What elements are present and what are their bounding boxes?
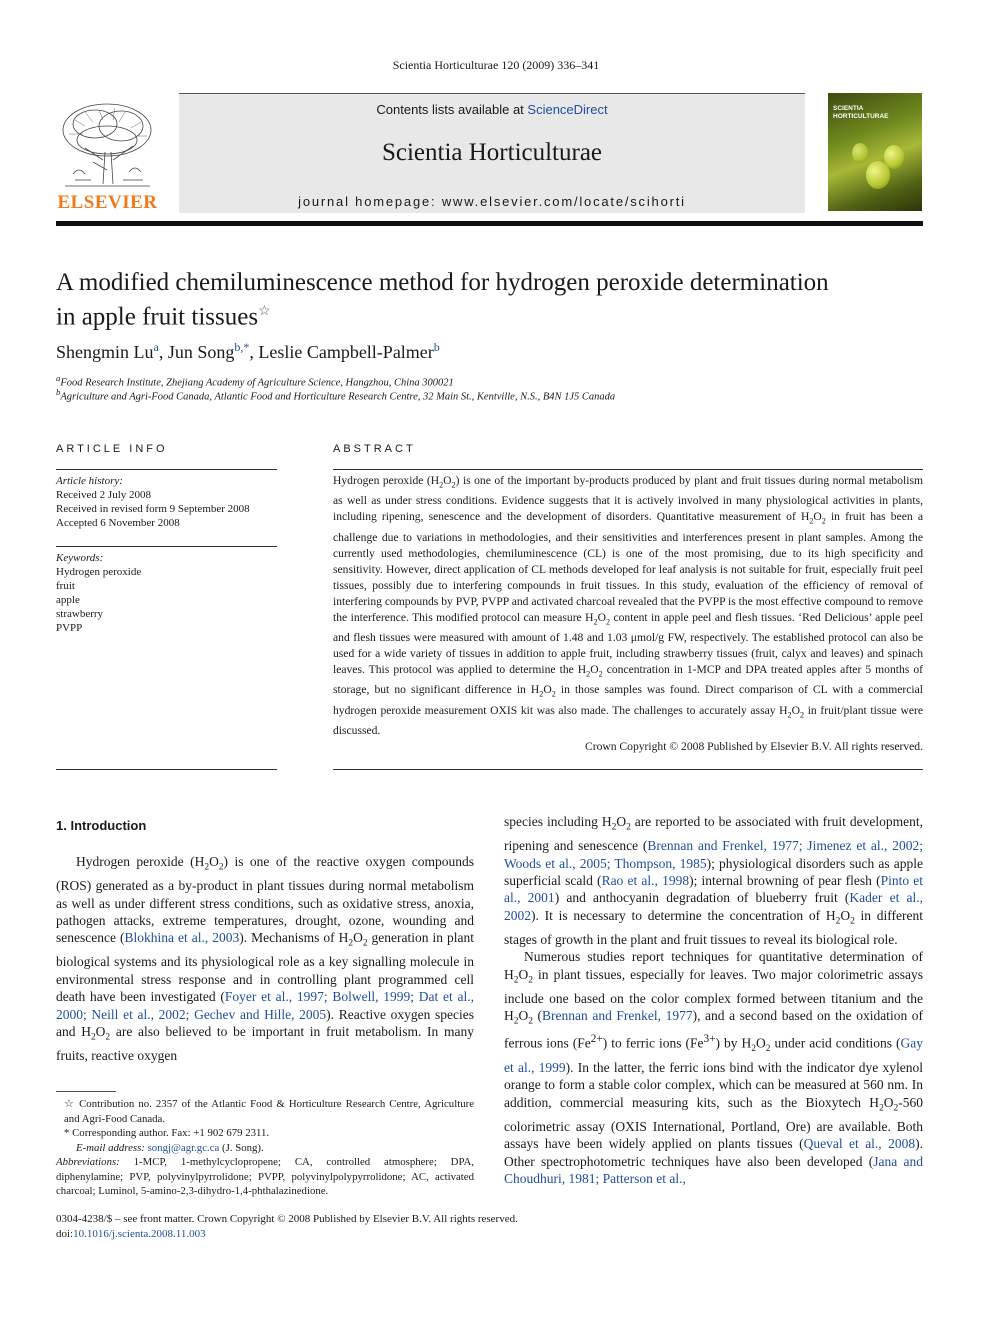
footnote-abbreviations <box>56 1155 474 1199</box>
journal-citation: Scientia Horticulturae 120 (2009) 336–341 <box>392 58 600 72</box>
divider <box>333 769 923 770</box>
author-name: Shengmin Lu <box>56 342 154 362</box>
contents-line <box>179 102 805 117</box>
tree-icon <box>55 100 160 192</box>
author-affil-mark[interactable]: b,* <box>234 340 250 354</box>
article-info-heading: ARTICLE INFO <box>56 443 168 455</box>
citation-link[interactable]: Rao et al., 1998 <box>601 872 690 888</box>
history-item: Accepted 6 November 2008 <box>56 517 180 529</box>
title-footnote-mark[interactable]: ☆ <box>258 304 271 319</box>
issn-line: 0304-4238/$ – see front matter. Crown Copyright © 2008 Published by Elsevier B.V. All rights reserved. <box>56 1213 518 1225</box>
footnote-rule <box>56 1091 116 1092</box>
cover-fruit <box>884 145 904 169</box>
section-heading: 1. Introduction <box>56 818 147 833</box>
footnote-star: ☆ Contribution no. 2357 of the Atlantic Food & Horticulture Research Centre, Agriculture and Agri-Food Canada. <box>64 1098 474 1125</box>
abstract-copyright: Crown Copyright © 2008 Published by Elsevier B.V. All rights reserved. <box>584 739 923 753</box>
email-suffix: (J. Song). <box>222 1141 264 1154</box>
divider <box>333 469 923 470</box>
cover-fruit <box>852 143 868 163</box>
sciencedirect-link[interactable]: ScienceDirect <box>527 102 608 117</box>
cover-title <box>833 105 889 121</box>
article-history <box>56 474 250 530</box>
citation-link[interactable]: Pinto et al., 2001 <box>504 872 923 906</box>
doi-line <box>56 1227 518 1242</box>
cover-title-line1: SCIENTIA <box>833 105 864 112</box>
footnote-text: Contribution no. 2357 of the Atlantic Food & Horticulture Research Centre, Agriculture and Agri-Food Canada. <box>64 1098 474 1125</box>
abstract-heading: ABSTRACT <box>333 443 416 455</box>
article-title <box>56 268 936 331</box>
history-item: Received in revised form 9 September 2008 <box>56 503 250 515</box>
paragraph: Numerous studies report techniques for quantitative determination of $H_2O_2$ in plant tissues, especially for leaves. Two major colorimetric assays include one based on the color complex formed between titanium and the $H_2O_2$ (Brennan and Frenkel, 1977), and a second based on the oxidation of ferrous ions $(Fe^{2+})$ to ferric ions $(Fe^{3+})$ by $H_2O_2$ under acid conditions (Gay et al., 1999). In the latter, the ferric ions bind with the indicator dye xylenol orange to form a stable color complex, which can be measured at 560 nm. In addition, commercial measuring kits, such as the Bioxytech $H_2O_2-560$ colorimetric assay (OXIS International, Portland, Ore) are available. Both assays have been widely applied on plants tissues (Queval et al., 2008). Other spectrophotometric techniques have also been developed (Jana and Choudhuri, 1981; Patterson et al., <box>504 949 924 1186</box>
author-affil-mark[interactable]: b <box>433 340 440 354</box>
footnotes <box>56 1097 474 1199</box>
history-item: Received 2 July 2008 <box>56 489 152 501</box>
elsevier-logo <box>55 100 160 215</box>
body-column-right <box>504 813 923 1187</box>
paragraph: Hydrogen peroxide $(H_2O_2)$ is one of the reactive oxygen compounds (ROS) generated as a by-product in plant tissues during normal metabolism as well as under different stress conditions, such as oxidative stress, anoxia, pathogen attacks, extreme temperatures, drought, ozone, wounding and senescence (Blokhina et al., 2003). Mechanisms of $H_2O_2$ generation in plant biological systems and its physiological role as a key signalling molecule in environmental stress response and in controlling plant programmed cell death have been investigated (Foyer et al., 1997; Bolwell, 1999; Dat et al., 2000; Neill et al., 2002; Gechev and Hille, 2005). Reactive oxygen species and $H_2O_2$ are also believed to be important in fruit metabolism. In many fruits, reactive oxygen <box>56 854 475 1064</box>
keyword: strawberry <box>56 608 104 620</box>
header-rule <box>56 221 923 226</box>
contents-prefix: Contents lists available at <box>376 102 528 117</box>
keyword: fruit <box>56 580 75 592</box>
author-name: Leslie Campbell-Palmer <box>258 342 434 362</box>
body-column-left <box>56 853 474 1065</box>
divider <box>56 769 277 770</box>
keyword: PVPP <box>56 622 83 634</box>
keywords <box>56 551 141 635</box>
front-matter-note <box>56 1212 518 1242</box>
citation-link[interactable]: Brennan and Frenkel, 1977; Jimenez et al., 2002; Woods et al., 2005; Thompson, 1985 <box>504 838 924 871</box>
cover-title-line2: HORTICULTURAE <box>833 113 889 120</box>
abstract-body: Hydrogen peroxide $(H_2O_2)$ is one of the important by-products produced by plant and fruit tissues during normal metabolism as well as under stress conditions. Evidence suggests that it is actively involved in many physiological activities in plants, including ripening, senescence and the development of disorders. Quantitative measurement of $H_2O_2$ in fruit has been a challenge due to variations in methodologies, and their sensitivities and interferences present in plant samples. Among the currently used methodologies, chemiluminescence (CL) is one of the most promising, due to its high specificity and sensitivity. However, direct application of CL methods developed for leaf analysis is not suitable for fruit, especially fruit peel tissues, possibly due to interfering compounds in fruit tissues. In this study, evaluation of the efficiency of removal of interfering compounds by PVP, PVPP and activated charcoal revealed that the PVPP is the most effective compound to remove the interference. This modified protocol can measure $H_2O_2$ content in apple peel and flesh tissues. ‘Red Delicious’ apple peel and flesh tissues were measured with amount of 1.48 and 1.03 μmol/g FW, respectively. The established protocol can also be used for a wide variety of tissues in addition to apple fruit, including strawberry tissues (fruit, calyx and leaves) and spinach leaves. This protocol was applied to determine the $H_2O_2$ concentration in 1-MCP and DPA treated apples after 5 months of storage, but no significant difference in $H_2O_2$ in those samples was found. Direct comparison of CL with a commercial hydrogen peroxide measurement OXIS kit was also made. The challenges to accurately assay $H_2O_2$ in fruit/plant tissue were discussed. Crown Copyright © 2008 Published by Elsevier B.V. All rights reserved. <box>333 474 923 753</box>
title-line1: A modified chemiluminescence method for hydrogen peroxide determination <box>56 269 829 296</box>
footnote-corresponding: * Corresponding author. Fax: +1 902 679 2311. <box>64 1127 270 1139</box>
keyword: apple <box>56 594 80 606</box>
journal-homepage[interactable]: journal homepage: www.elsevier.com/locate/scihorti <box>298 194 686 209</box>
affiliation-mark: a <box>56 373 61 383</box>
email-label: E-mail address: <box>76 1141 145 1154</box>
journal-cover-image <box>828 93 922 211</box>
citation-link[interactable]: Jana and Choudhuri, 1981; Patterson et al., <box>504 1153 923 1186</box>
affiliation-mark: b <box>56 387 61 397</box>
journal-name: Scientia Horticulturae <box>381 139 603 166</box>
history-label: Article history: <box>56 475 123 487</box>
doi-label: doi: <box>56 1228 74 1240</box>
citation-link[interactable]: Foyer et al., 1997; Bolwell, 1999; Dat et al., 2000; Neill et al., 2002; Gechev and Hille, 2005 <box>56 989 474 1022</box>
journal-banner <box>179 93 805 213</box>
citation-link[interactable]: Brennan and Frenkel, 1977 <box>542 1008 693 1024</box>
author-name: Jun Song <box>167 342 235 362</box>
affiliation-text: Food Research Institute, Zhejiang Academy of Agriculture Science, Hangzhou, China 300021 <box>60 377 454 389</box>
keywords-label: Keywords: <box>56 552 104 564</box>
divider <box>56 546 277 547</box>
citation-link[interactable]: Blokhina et al., 2003 <box>124 930 240 946</box>
doi-link[interactable]: 10.1016/j.scienta.2008.11.003 <box>73 1228 206 1240</box>
divider <box>56 469 277 470</box>
paragraph: species including $H_2O_2$ are reported to be associated with fruit development, ripening and senescence (Brennan and Frenkel, 1977; Jimenez et al., 2002; Woods et al., 2005; Thompson, 1985); physiological disorders such as apple superficial scald (Rao et al., 1998); internal browning of pear flesh (Pinto et al., 2001) and anthocyanin degradation of blueberry fruit (Kader et al., 2002). It is necessary to determine the concentration of $H_2O_2$ in different stages of growth in the plant and fruit tissues to reveal its biological role. <box>504 814 924 947</box>
author-list: Shengmin Lu$^a$, Jun Song$^{b,*}$, Leslie Campbell-Palmer$^b$ <box>56 340 440 362</box>
footnote-text: Corresponding author. Fax: +1 902 679 2311. <box>72 1127 270 1139</box>
keyword: Hydrogen peroxide <box>56 566 142 578</box>
abbrev-label: Abbreviations: <box>56 1156 120 1168</box>
citation-link[interactable]: Gay et al., 1999 <box>504 1035 924 1075</box>
citation-link[interactable]: Kader et al., 2002 <box>504 890 923 923</box>
email-link[interactable]: songj@agr.gc.ca <box>147 1141 220 1154</box>
citation-link[interactable]: Queval et al., 2008 <box>803 1136 916 1152</box>
footnote-email <box>56 1141 474 1156</box>
title-line2: in apple fruit tissues <box>56 303 259 331</box>
publisher-logo-text: ELSEVIER <box>57 192 158 213</box>
affiliation <box>56 387 615 403</box>
author-affil-mark[interactable]: a <box>153 340 159 354</box>
abbrev-text: 1-MCP, 1-methylcyclopropene; CA, controlled atmosphere; DPA, diphenylamine; PVP, polyvinylpyrrolidone; PVPP, polyvinylpolypyrrolidone; AC, activated charcoal; Luminol, 5-amino-2,3-dihydro-1,4-phthalazinedione. <box>56 1156 474 1197</box>
affiliation-text: Agriculture and Agri-Food Canada, Atlantic Food and Horticulture Research Centre, 32 Main St., Kentville, N.S., B4N 1J5 Canada <box>60 391 616 403</box>
